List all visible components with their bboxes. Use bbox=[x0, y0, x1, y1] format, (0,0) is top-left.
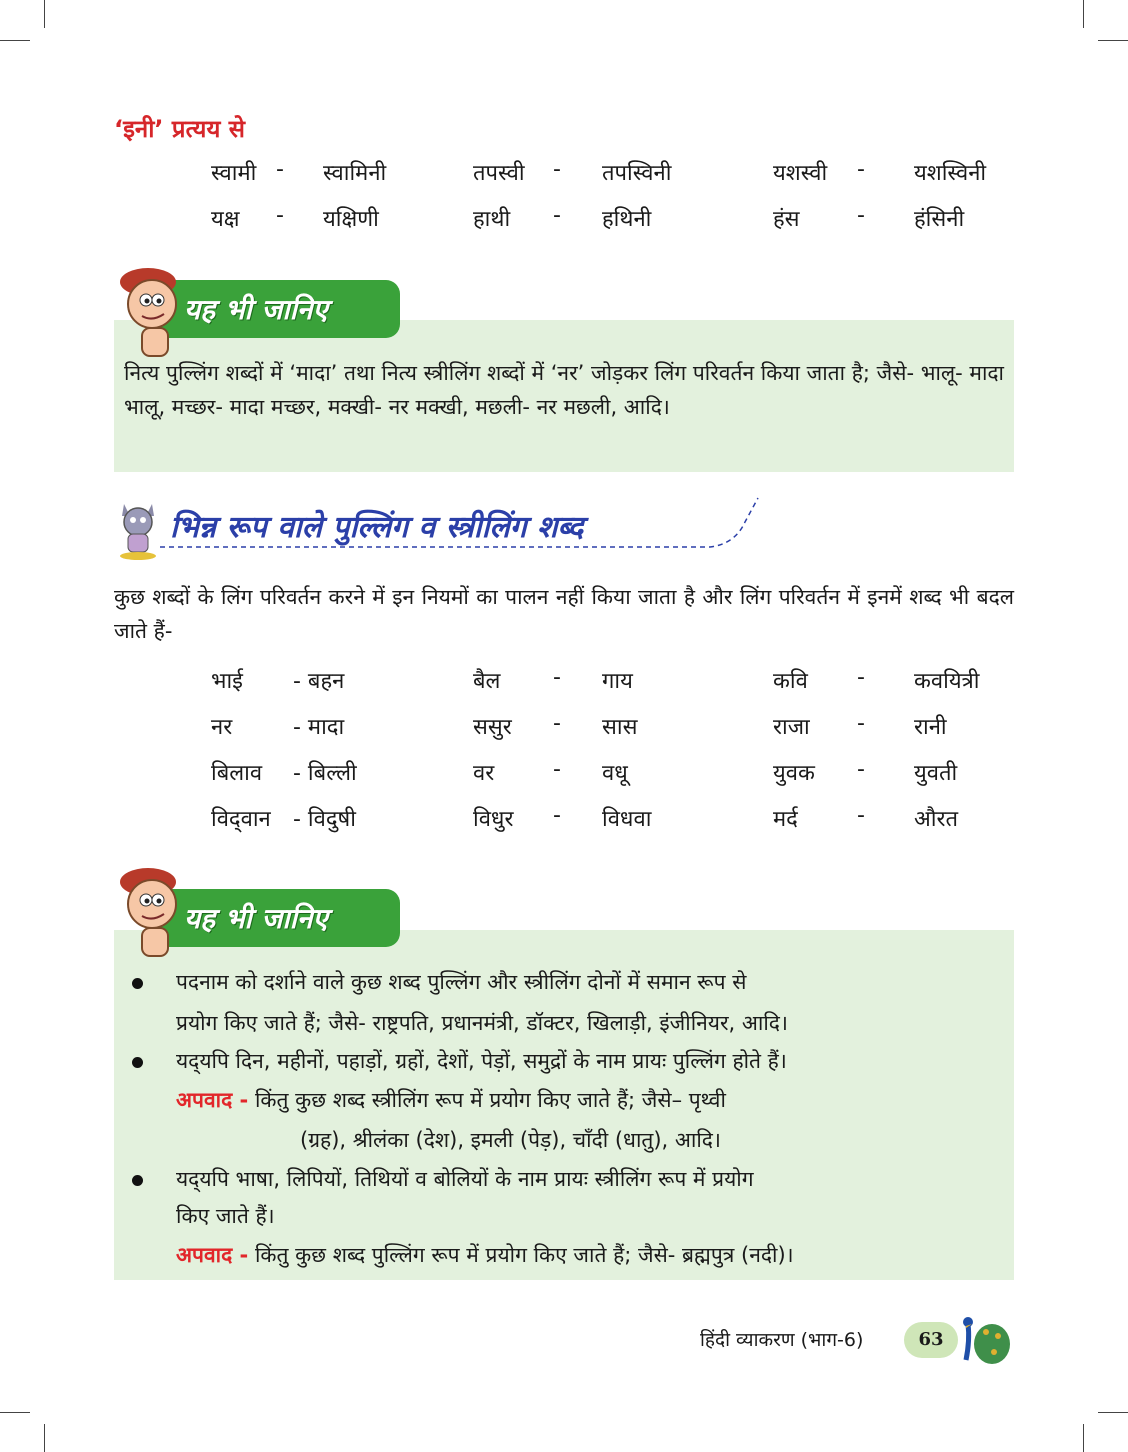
word: कवयित्री bbox=[914, 669, 980, 694]
word: तपस्विनी bbox=[602, 161, 672, 186]
section-heading-ini: ‘इनी’ प्रत्यय से bbox=[114, 115, 245, 143]
bullet-2-line-1: यद्‌यपि दिन, महीनों, पहाड़ों, ग्रहों, देशों, पेड़ों, समुद्रों के नाम प्रायः पुल्लिंग होते हैं। bbox=[176, 1049, 787, 1073]
word: मर्द bbox=[773, 807, 798, 832]
word: कवि bbox=[773, 669, 808, 694]
info-tag-label: यह भी जानिए bbox=[184, 902, 328, 935]
exception-label: अपवाद - bbox=[176, 1243, 249, 1267]
info-text-1: नित्य पुल्लिंग शब्दों में ‘मादा’ तथा नित्य स्त्रीलिंग शब्दों में ‘नर’ जोड़कर लिंग परिवर्तन किया जाता है; जैसे- भालू- मादा भालू, मच्छर- मादा मच्छर, मक्खी- नर मक्खी, मछली- नर मछली, आदि। bbox=[124, 361, 1004, 419]
bullet-2-exception-line-2: (ग्रह), श्रीलंका (देश), इमली (पेड़), चाँदी (धातु), आदि। bbox=[300, 1128, 721, 1152]
cartoon-boy-icon bbox=[112, 858, 192, 958]
word: तपस्वी bbox=[473, 161, 525, 186]
word: विधवा bbox=[602, 807, 652, 832]
word: हाथी bbox=[473, 207, 511, 232]
bullet-3-exception bbox=[176, 1237, 794, 1273]
crop-mark bbox=[0, 1412, 30, 1413]
dash: - bbox=[276, 157, 284, 182]
dash: - bbox=[553, 711, 561, 736]
bullet-1-line-2: प्रयोग किए जाते हैं; जैसे- राष्ट्रपति, प्रधानमंत्री, डॉक्टर, खिलाड़ी, इंजीनियर, आदि। bbox=[176, 1011, 788, 1035]
dash: - bbox=[857, 203, 865, 228]
info-tag-2 bbox=[160, 889, 400, 947]
info-tag-label: यह भी जानिए bbox=[184, 293, 328, 326]
dash: - bbox=[553, 157, 561, 182]
footer-book-title: हिंदी व्याकरण (भाग-6) bbox=[700, 1329, 864, 1351]
word: - बहन bbox=[293, 669, 345, 694]
dash: - bbox=[553, 757, 561, 782]
crop-mark bbox=[44, 1424, 45, 1452]
word: हंस bbox=[773, 207, 800, 232]
crop-mark bbox=[44, 0, 45, 28]
word: नर bbox=[211, 715, 233, 740]
word: भाई bbox=[211, 669, 243, 694]
word: - मादा bbox=[293, 715, 345, 740]
word: गाय bbox=[602, 669, 633, 694]
word: विद्‌वान bbox=[211, 807, 271, 832]
bullet-icon bbox=[132, 1175, 143, 1186]
info-tag-1 bbox=[160, 280, 400, 338]
word: रानी bbox=[914, 715, 947, 740]
dash: - bbox=[276, 203, 284, 228]
bullet-icon bbox=[132, 1057, 143, 1068]
word: स्वामिनी bbox=[323, 161, 387, 186]
word: यशस्वी bbox=[773, 161, 828, 186]
word: युवती bbox=[914, 761, 958, 786]
crop-mark bbox=[1083, 0, 1084, 28]
word: - बिल्ली bbox=[293, 761, 357, 786]
word: विधुर bbox=[473, 807, 514, 832]
page-number: 63 bbox=[904, 1322, 958, 1358]
word: यक्ष bbox=[211, 207, 240, 232]
exception-text: किंतु कुछ शब्द स्त्रीलिंग रूप में प्रयोग किए जाते हैं; जैसे– पृथ्वी bbox=[254, 1088, 726, 1112]
dash: - bbox=[553, 203, 561, 228]
bullet-3-line-1: यद्‌यपि भाषा, लिपियों, तिथियों व बोलियों के नाम प्रायः स्त्रीलिंग रूप में प्रयोग bbox=[176, 1167, 754, 1191]
dash: - bbox=[553, 665, 561, 690]
exception-text: किंतु कुछ शब्द पुल्लिंग रूप में प्रयोग किए जाते हैं; जैसे- ब्रह्मपुत्र (नदी)। bbox=[254, 1243, 794, 1267]
crop-mark bbox=[0, 40, 30, 41]
crop-mark bbox=[1098, 1412, 1128, 1413]
crop-mark bbox=[1083, 1424, 1084, 1452]
bullet-2-exception bbox=[176, 1082, 726, 1118]
word: हंसिनी bbox=[914, 207, 965, 232]
dash: - bbox=[553, 803, 561, 828]
bullet-3-line-2: किए जाते हैं। bbox=[176, 1204, 275, 1228]
word: सास bbox=[602, 715, 638, 740]
word: बिलाव bbox=[211, 761, 263, 786]
word: स्वामी bbox=[211, 161, 257, 186]
bullet-1-line-1: पदनाम को दर्शाने वाले कुछ शब्द पुल्लिंग और स्त्रीलिंग दोनों में समान रूप से bbox=[176, 970, 747, 994]
bullet-icon bbox=[132, 978, 143, 989]
dash: - bbox=[857, 157, 865, 182]
dash: - bbox=[857, 711, 865, 736]
crop-mark bbox=[1098, 40, 1128, 41]
dash: - bbox=[857, 803, 865, 828]
word: औरत bbox=[914, 807, 959, 832]
word: वधू bbox=[602, 761, 628, 786]
cartoon-boy-icon bbox=[112, 258, 192, 358]
exception-label: अपवाद - bbox=[176, 1088, 249, 1112]
word: युवक bbox=[773, 761, 815, 786]
word: ससुर bbox=[473, 715, 512, 740]
word: राजा bbox=[773, 715, 810, 740]
word: - विदुषी bbox=[293, 807, 356, 832]
word: हथिनी bbox=[602, 207, 652, 232]
peacock-icon bbox=[952, 1310, 1012, 1368]
dash: - bbox=[857, 665, 865, 690]
word: यक्षिणी bbox=[323, 207, 379, 232]
dash: - bbox=[857, 757, 865, 782]
section-title-different-forms: भिन्न रूप वाले पुल्लिंग व स्त्रीलिंग शब्द bbox=[170, 510, 584, 545]
word: वर bbox=[473, 761, 495, 786]
section-intro: कुछ शब्दों के लिंग परिवर्तन करने में इन नियमों का पालन नहीं किया जाता है और लिंग परिवर्तन में इनमें शब्द भी बदल जाते हैं- bbox=[114, 585, 1014, 643]
title-dashed-underline bbox=[120, 492, 760, 552]
word: बैल bbox=[473, 669, 501, 694]
word: यशस्विनी bbox=[914, 161, 987, 186]
